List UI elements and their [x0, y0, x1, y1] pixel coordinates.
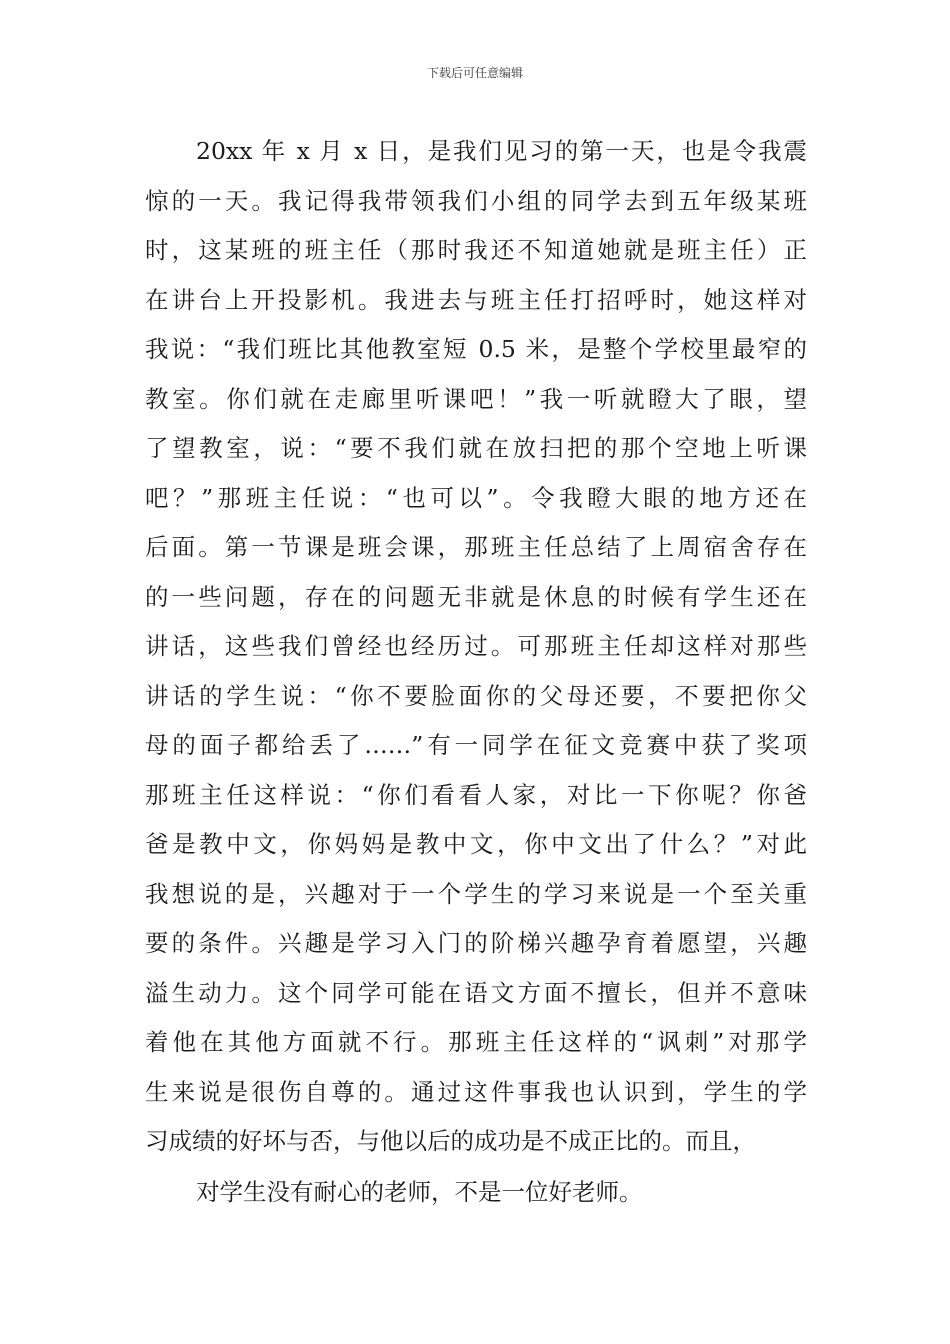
paragraph-line: 惊的一天。我记得我带领我们小组的同学去到五年级某班 [145, 186, 807, 215]
paragraph-line: 后面。第一节课是班会课，那班主任总结了上周宿舍存在 [145, 533, 807, 561]
paragraph-line: 习成绩的好坏与否，与他以后的成功是不成正比的。而且， [145, 1127, 756, 1155]
paragraph-line: 时，这某班的班主任（那时我还不知道她就是班主任）正 [145, 236, 807, 264]
paragraph-line: 讲话的学生说：“你不要脸面你的父母还要，不要把你父 [145, 681, 807, 710]
paragraph-line: 在讲台上开投影机。我进去与班主任打招呼时，她这样对 [145, 285, 807, 314]
paragraph-line: 我说：“我们班比其他教室短 0.5 米，是整个学校里最窄的 [145, 335, 807, 363]
page-header: 下载后可任意编辑 [426, 66, 523, 80]
closing-paragraph: 对学生没有耐心的老师，不是一位好老师。 [196, 1177, 643, 1206]
paragraph-line: 讲话，这些我们曾经也经历过。可那班主任却这样对那些 [145, 632, 807, 660]
paragraph-line: 要的条件。兴趣是学习入门的阶梯兴趣孕育着愿望，兴趣 [145, 929, 807, 957]
paragraph-line: 那班主任这样说：“你们看看人家，对比一下你呢？你爸 [145, 780, 807, 809]
paragraph-line: 溢生动力。这个同学可能在语文方面不擅长，但并不意味 [145, 978, 807, 1007]
paragraph-line: 爸是教中文，你妈妈是教中文，你中文出了什么？”对此 [145, 830, 807, 858]
document-body [145, 127, 807, 1217]
paragraph-line: 的一些问题，存在的问题无非就是休息的时候有学生还在 [145, 582, 807, 611]
paragraph-line: 我想说的是，兴趣对于一个学生的学习来说是一个至关重 [145, 879, 807, 908]
paragraph-line: 教室。你们就在走廊里听课吧！”我一听就瞪大了眼，望 [145, 384, 807, 413]
paragraph-line: 着他在其他方面就不行。那班主任这样的“讽刺”对那学 [145, 1028, 807, 1056]
paragraph-line: 20xx 年 x 月 x 日，是我们见习的第一天，也是令我震 [196, 137, 807, 165]
paragraph-line: 了望教室，说：“要不我们就在放扫把的那个空地上听课 [145, 434, 807, 462]
paragraph-line: 生来说是很伤自尊的。通过这件事我也认识到，学生的学 [145, 1077, 807, 1106]
paragraph-line: 母的面子都给丢了……”有一同学在征文竞赛中获了奖项 [145, 731, 807, 759]
paragraph-line: 吧？”那班主任说：“也可以”。令我瞪大眼的地方还在 [145, 483, 807, 512]
